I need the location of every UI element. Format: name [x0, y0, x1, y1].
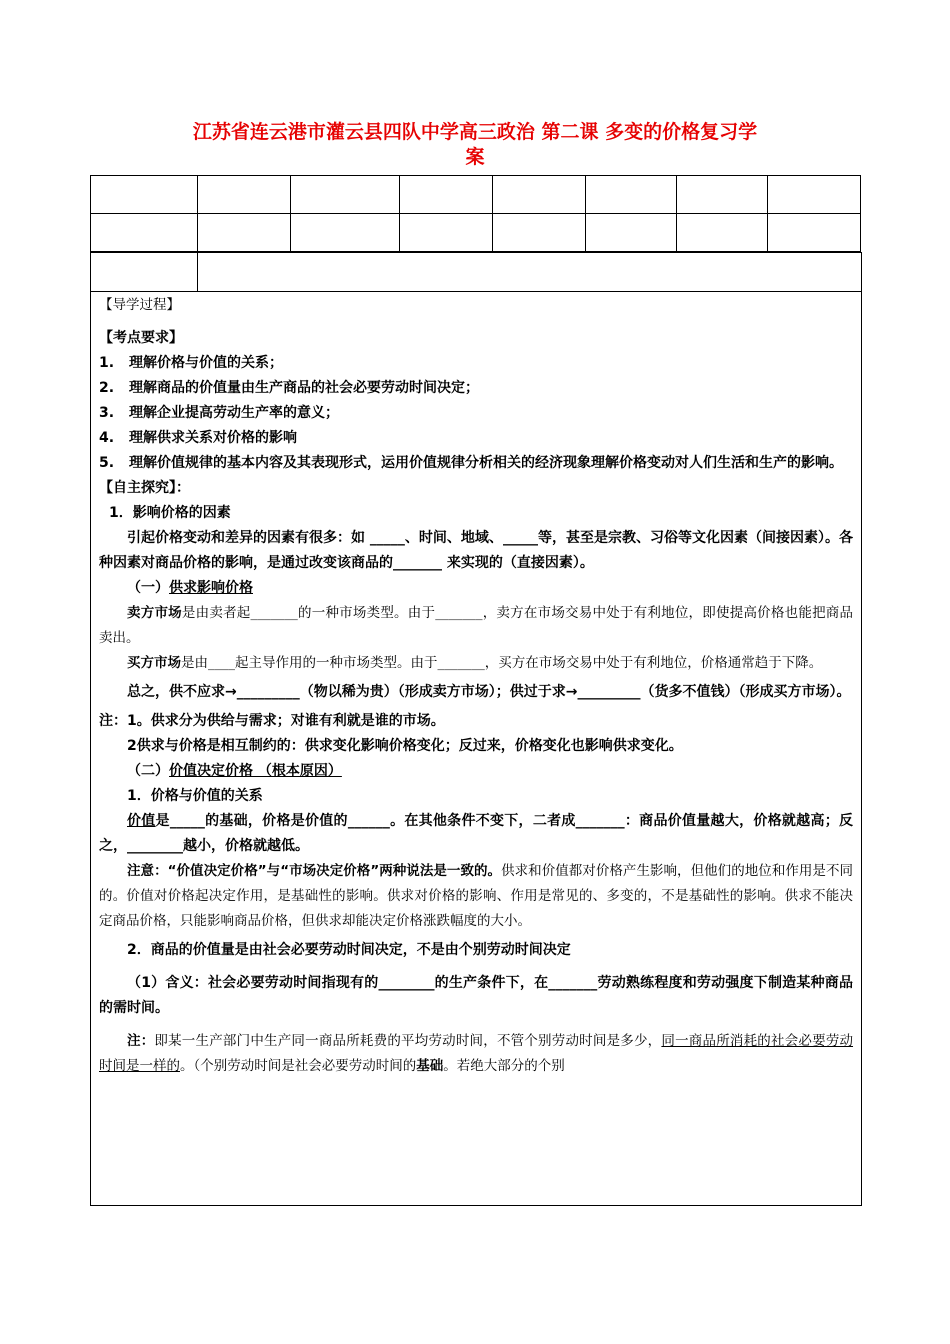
item-number: 3.	[99, 405, 115, 421]
cell-divider	[197, 253, 198, 291]
item-text: 理解价格与价值的关系；	[129, 355, 283, 371]
study-content	[90, 291, 862, 1206]
item-text: 理解供求关系对价格的影响	[129, 430, 297, 446]
note-text: 即某一生产部门中生产同一商品所耗费的平均劳动时间，不管个别劳动时间是多少，	[154, 1033, 662, 1049]
seller-market-paragraph	[99, 601, 853, 651]
value-price-text: 是_____的基础，价格是价值的______。在其他条件不变下，二者成_______：商品价值量越大，价格就越高；反之，________越小，价格就越低。	[99, 813, 853, 854]
grid-cell	[677, 214, 768, 252]
grid-cell	[400, 214, 493, 252]
grid-cell	[768, 214, 861, 252]
attention-bold: 注意：“价值决定价格”与“市场决定价格”两种说法是一致的。	[127, 863, 502, 879]
kaodian-item	[99, 351, 853, 376]
sub1-prefix: （一）	[127, 580, 169, 596]
note-text-3: 。若绝大部分的个别	[443, 1058, 565, 1074]
header-grid-table	[90, 175, 861, 252]
item-text: 理解企业提高劳动生产率的意义；	[129, 405, 339, 421]
sub1-title: 供求影响价格	[169, 580, 253, 596]
note-label: 注：	[127, 1033, 155, 1049]
kaodian-item	[99, 376, 853, 401]
value-price-paragraph	[99, 809, 853, 859]
grid-cell	[198, 214, 291, 252]
value-term: 价值	[127, 813, 156, 829]
sub1-heading	[99, 576, 853, 601]
grid-cell	[586, 214, 677, 252]
s2-2-heading: 2．商品的价值量是由社会必要劳动时间决定，不是由个别劳动时间决定	[127, 942, 571, 958]
grid-cell	[768, 176, 861, 214]
item-number: 5.	[99, 455, 115, 471]
attention-text: 供求和价值都对价格产生影响，但他们的地位和作用是不同的。价值对价格起决定作用，是基础性的影响。供求对价格的影响、作用是常见的、多变的，不是基础性的影响。供求不能决定商品价格，只能影响商品价格，但供求却能决定价格涨跌幅度的大小。	[99, 863, 854, 929]
buyer-market-text: 是由____起主导作用的一种市场类型。由于_______，买方在市场交易中处于有利地位，价格通常趋于下降。	[181, 655, 823, 671]
definition-note-paragraph	[99, 1029, 853, 1079]
item-text: 理解价值规律的基本内容及其表现形式，运用价值规律分析相关的经济现象理解价格变动对人们生活和生产的影响。	[129, 455, 843, 471]
s2-1-heading: 1．价格与价值的关系	[127, 788, 263, 804]
item-number: 2.	[99, 380, 115, 396]
kaodian-item	[99, 401, 853, 426]
grid-cell	[493, 176, 586, 214]
section-zizhu-heading: 【自主探究】：	[99, 480, 190, 496]
seller-market-term: 卖方市场	[127, 605, 182, 621]
grid-cell	[586, 176, 677, 214]
grid-cell	[291, 176, 400, 214]
sub2-title: 价值决定价格 （根本原因）	[169, 763, 342, 779]
header-grid-row	[91, 214, 861, 252]
grid-cell	[91, 176, 198, 214]
header-wide-row	[90, 252, 862, 292]
kaodian-item	[99, 451, 853, 476]
buyer-market-paragraph	[99, 651, 853, 676]
buyer-market-term: 买方市场	[127, 655, 181, 671]
seller-market-text: 是由卖者起_______的一种市场类型。由于_______，卖方在市场交易中处于有利地位，即使提高价格也能把商品卖出。	[99, 605, 854, 646]
item-number: 4.	[99, 430, 115, 446]
note-underline: 同一商品所消耗的社会必要劳动时间是一样的	[99, 1033, 854, 1074]
title-line-1: 江苏省连云港市灌云县四队中学高三政治 第二课 多变的价格复习学	[192, 121, 758, 143]
title-line-2: 案	[465, 146, 485, 168]
s1-heading: 1．影响价格的因素	[109, 505, 231, 521]
s1-paragraph: 引起价格变动和差异的因素有很多：如 _____、时间、地域、_____等，甚至是宗教、习俗等文化因素（间接因素）。各种因素对商品价格的影响，是通过改变该商品的_______ 来实现的（直接因素）。	[99, 530, 853, 571]
sub2-heading	[99, 759, 853, 784]
section-daoxue: 【导学过程】	[99, 297, 180, 313]
note-bold: 基础	[416, 1058, 444, 1074]
section-kaodian-heading: 【考点要求】	[99, 330, 183, 346]
document-title	[120, 120, 830, 170]
grid-cell	[198, 176, 291, 214]
attention-paragraph	[99, 859, 853, 934]
item-number: 1.	[99, 355, 115, 371]
definition-paragraph: （1）含义：社会必要劳动时间指现有的________的生产条件下，在_______劳动熟练程度和劳动强度下制造某种商品的需时间。	[99, 975, 853, 1016]
grid-cell	[91, 214, 198, 252]
grid-cell	[493, 214, 586, 252]
grid-cell	[400, 176, 493, 214]
grid-cell	[677, 176, 768, 214]
note-1: 注：1。供求分为供给与需求；对谁有利就是谁的市场。	[99, 713, 445, 729]
note-text-2: 。（个别劳动时间是社会必要劳动时间的	[180, 1058, 417, 1074]
header-grid-row	[91, 176, 861, 214]
note-2: 2供求与价格是相互制约的：供求变化影响价格变化；反过来，价格变化也影响供求变化。	[127, 738, 683, 754]
sub2-prefix: （二）	[127, 763, 169, 779]
grid-cell	[291, 214, 400, 252]
summary-paragraph: 总之，供不应求→_________（物以稀为贵）（形成卖方市场）；供过于求→_________（货多不值钱）（形成买方市场）。	[127, 684, 851, 700]
item-text: 理解商品的价值量由生产商品的社会必要劳动时间决定；	[129, 380, 479, 396]
kaodian-item	[99, 426, 853, 451]
